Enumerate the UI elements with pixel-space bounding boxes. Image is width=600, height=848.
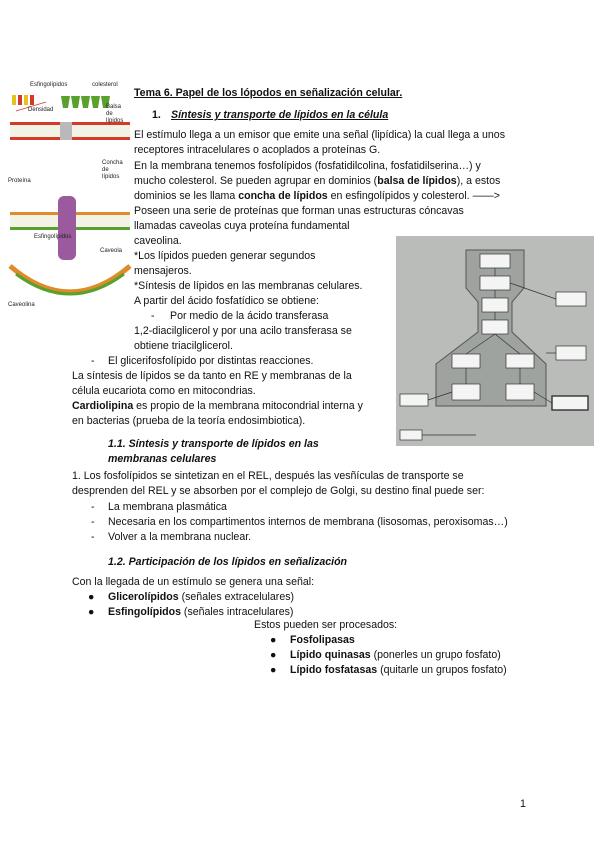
fig-label: Caveolina [8, 302, 35, 308]
body-line: en bacterias (prueba de la teoría endosimbiotica). [72, 415, 306, 427]
bold-term: balsa de lípidos [377, 175, 457, 187]
list-item: La membrana plasmática [108, 501, 227, 513]
body-line: 1. Los fosfolípidos se sintetizan en el REL, después las vesñículas de transporte se [72, 470, 464, 482]
lipid-pathway-diagram [396, 236, 594, 446]
list-item [290, 648, 501, 663]
list-item: Necesaria en los compartimentos internos de membrana (lisosomas, peroxisomas…) [108, 516, 508, 528]
dash-marker: - [91, 501, 95, 513]
section-number: 1. [152, 109, 161, 121]
fig-label: de [106, 111, 113, 117]
body-line: receptores intracelulares o acoplados a proteínas G. [134, 144, 381, 156]
raft-cluster-top [12, 95, 110, 108]
bullet-icon: ● [270, 664, 277, 676]
body-line: *Síntesis de lípidos en las membranas celulares. [134, 280, 363, 292]
list-item [108, 590, 294, 605]
lipid-raft-figure [6, 78, 134, 310]
membrane-bilayer-1 [10, 122, 130, 140]
fig-label: colesterol [92, 82, 118, 88]
subsection-heading: membranas celulares [108, 453, 217, 465]
list-item [290, 663, 507, 678]
bullet-icon: ● [270, 634, 277, 646]
text-run: es propio de la membrana mitocondrial interna y [133, 400, 363, 412]
body-line: célula eucariota como en mitocondrias. [72, 385, 256, 397]
body-line: desprenden del REL y se absorben por el complejo de Golgi, su destino final puede ser: [72, 485, 485, 497]
body-line: Poseen una serie de proteínas que forman unas estructuras cóncavas [134, 205, 464, 217]
body-line [134, 174, 500, 189]
text-run: ), a estos [456, 175, 501, 187]
body-line: Por medio de la ácido transferasa [170, 310, 329, 322]
fig-label: Balsa [106, 104, 122, 110]
bold-term: Esfingolípidos [108, 606, 181, 618]
bold-term: Glicerolípidos [108, 591, 179, 603]
text-run: mucho colesterol. Se pueden agrupar en dominios ( [134, 175, 378, 187]
body-line: mensajeros. [134, 265, 192, 277]
protein-shape [58, 196, 76, 260]
body-line [72, 399, 363, 414]
dash-marker: - [91, 531, 95, 543]
bullet-icon: ● [88, 606, 95, 618]
body-line: Estos pueden ser procesados: [254, 619, 398, 631]
fig-label: Esfingolípidos [34, 234, 72, 240]
dash-marker: - [91, 516, 95, 528]
fig-label: lípidos [106, 118, 124, 124]
body-line: En la membrana tenemos fosfolípidos (fosfatidilcolina, fosfatidilserina…) y [134, 160, 481, 172]
caveola-curve [10, 266, 130, 292]
dash-marker: - [151, 310, 155, 322]
fig-label: Caveola [100, 248, 123, 254]
body-line: A partir del ácido fosfatídico se obtiene: [134, 295, 319, 307]
list-item: Volver a la membrana nuclear. [108, 531, 252, 543]
bold-term: Lípido fosfatasas [290, 664, 378, 676]
body-line [134, 189, 500, 204]
bold-term: Lípido quinasas [290, 649, 371, 661]
list-item [290, 633, 355, 648]
text-run: dominios se les llama [134, 190, 239, 202]
bold-term: Cardiolipina [72, 400, 134, 412]
body-line: El estímulo llega a un emisor que emite una señal (lipídica) la cual llega a unos [134, 129, 505, 141]
subsection-heading: 1.2. Participación de los lípidos en señalización [108, 556, 348, 568]
body-line: Con la llegada de un estímulo se genera una señal: [72, 576, 315, 588]
body-line: obtiene triacilglicerol. [134, 340, 233, 352]
text-run: (señales intracelulares) [180, 606, 294, 618]
fig-label: Concha [102, 160, 123, 166]
fig-label: Proteína [8, 178, 31, 184]
body-line: 1,2-diacilglicerol y por una acilo transferasa se [134, 325, 352, 337]
page-number: 1 [520, 798, 526, 810]
body-line: llamadas caveolas cuya proteína fundamental [134, 220, 350, 232]
text-run: (ponerles un grupo fosfato) [370, 649, 501, 661]
section-heading: Síntesis y transporte de lípidos en la célula [171, 109, 389, 121]
page-title: Tema 6. Papel de los lópodos en señalización celular. [134, 87, 403, 99]
text-run: (quitarle un grupos fosfato) [377, 664, 507, 676]
bold-term: Fosfolipasas [290, 634, 355, 646]
body-line: *Los lípidos pueden generar segundos [134, 250, 316, 262]
text-run: en esfingolípidos y colesterol. ——> [327, 190, 500, 202]
dash-marker: - [91, 355, 95, 367]
body-line: caveolina. [134, 235, 182, 247]
text-run: (señales extracelulares) [178, 591, 295, 603]
body-line: La síntesis de lípidos se da tanto en RE y membranas de la [72, 370, 352, 382]
subsection-heading: 1.1. Síntesis y transporte de lípidos en las [108, 438, 319, 450]
fig-label: Esfingolípidos [30, 82, 68, 88]
body-line: El glicerifosfolípido por distintas reacciones. [108, 355, 314, 367]
fig-label: de [102, 167, 109, 173]
bullet-icon: ● [270, 649, 277, 661]
fig-label: Densidad [28, 107, 54, 113]
bold-term: concha de lípidos [238, 190, 328, 202]
fig-label: lípidos [102, 174, 120, 180]
bullet-icon: ● [88, 591, 95, 603]
